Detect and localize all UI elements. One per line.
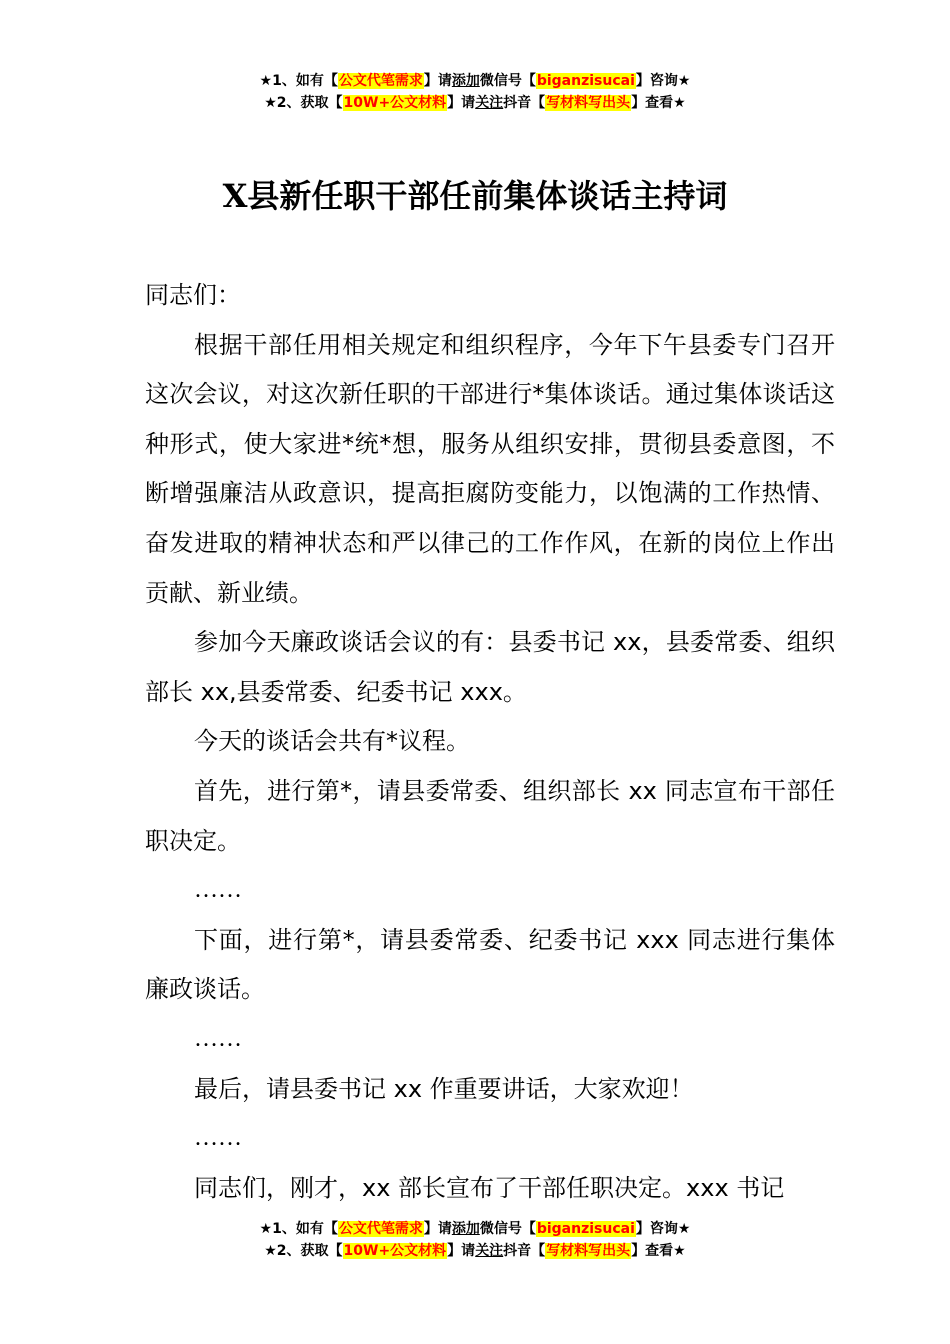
salutation: 同志们： [145,281,241,309]
paragraph: 首先，进行第*，请县委常委、组织部长 xx 同志宣布干部任职决定。 [145,776,835,855]
banner-text: 】查看★ [631,95,686,111]
banner-underline: 添加 [451,73,480,89]
ellipsis: …… [194,1025,242,1052]
banner-text: 】请 [447,95,476,111]
banner-highlight: biganzisucai [536,73,635,89]
title-lead: X [222,177,248,215]
banner-highlight: 写材料写出头 [546,95,631,111]
banner-text: ★2、获取【 [264,1243,343,1259]
banner-text: 微信号【 [479,1221,536,1237]
paragraph: 参加今天廉政谈话会议的有：县委书记 xx，县委常委、组织部长 xx,县委常委、纪委书记 xxx。 [145,628,835,706]
banner-highlight: 10W+公文材料 [343,1243,447,1259]
banner-line-2 [0,92,950,114]
paragraph: 今天的谈话会共有*议程。 [194,727,470,756]
banner-line-1 [0,70,950,92]
banner-highlight: 公文代笔需求 [338,1221,423,1237]
banner-highlight: 公文代笔需求 [338,73,423,89]
banner-text: 】咨询★ [635,73,691,89]
header-banner [0,70,950,114]
footer-banner [0,1218,950,1262]
banner-text: ★2、获取【 [264,95,343,111]
banner-text: 】请 [423,1221,452,1237]
document-title [0,172,950,220]
paragraph: 最后，请县委书记 xx 作重要讲话，大家欢迎！ [194,1074,694,1103]
banner-highlight: 写材料写出头 [546,1243,631,1259]
banner-underline: 关注 [475,1243,504,1259]
banner-text: 抖音【 [503,95,546,111]
banner-text: 】查看★ [631,1243,686,1259]
banner-text: 微信号【 [479,73,536,89]
banner-text: 抖音【 [503,1243,546,1259]
title-text: 县新任职干部任前集体谈话主持词 [247,177,728,215]
banner-line-1 [0,1218,950,1240]
banner-text: ★1、如有【 [259,73,338,89]
document-body [145,271,835,1213]
banner-text: 】请 [447,1243,476,1259]
banner-text: 】请 [423,73,452,89]
paragraph: 同志们，刚才，xx 部长宣布了干部任职决定。xxx 书记 [194,1173,785,1202]
ellipsis: …… [194,1125,242,1152]
paragraph: 下面，进行第*，请县委常委、纪委书记 xxx 同志进行集体廉政谈话。 [145,925,835,1004]
ellipsis: …… [194,877,242,904]
banner-underline: 关注 [475,95,504,111]
paragraph: 根据干部任用相关规定和组织程序，今年下午县委专门召开这次会议，对这次新任职的干部进行*集体谈话。通过集体谈话这种形式，使大家进*统*想，服务从组织安排，贯彻县委意图，不断增强廉洁从政意识，提高拒腐防变能力，以饱满的工作热情、奋发进取的精神状态和严以律己的工作作风，在新的岗位上作出贡献、新业绩。 [145,330,835,607]
banner-text: 】咨询★ [635,1221,691,1237]
banner-text: ★1、如有【 [259,1221,338,1237]
banner-highlight: biganzisucai [536,1221,635,1237]
banner-line-2 [0,1240,950,1262]
banner-underline: 添加 [451,1221,480,1237]
banner-highlight: 10W+公文材料 [343,95,447,111]
